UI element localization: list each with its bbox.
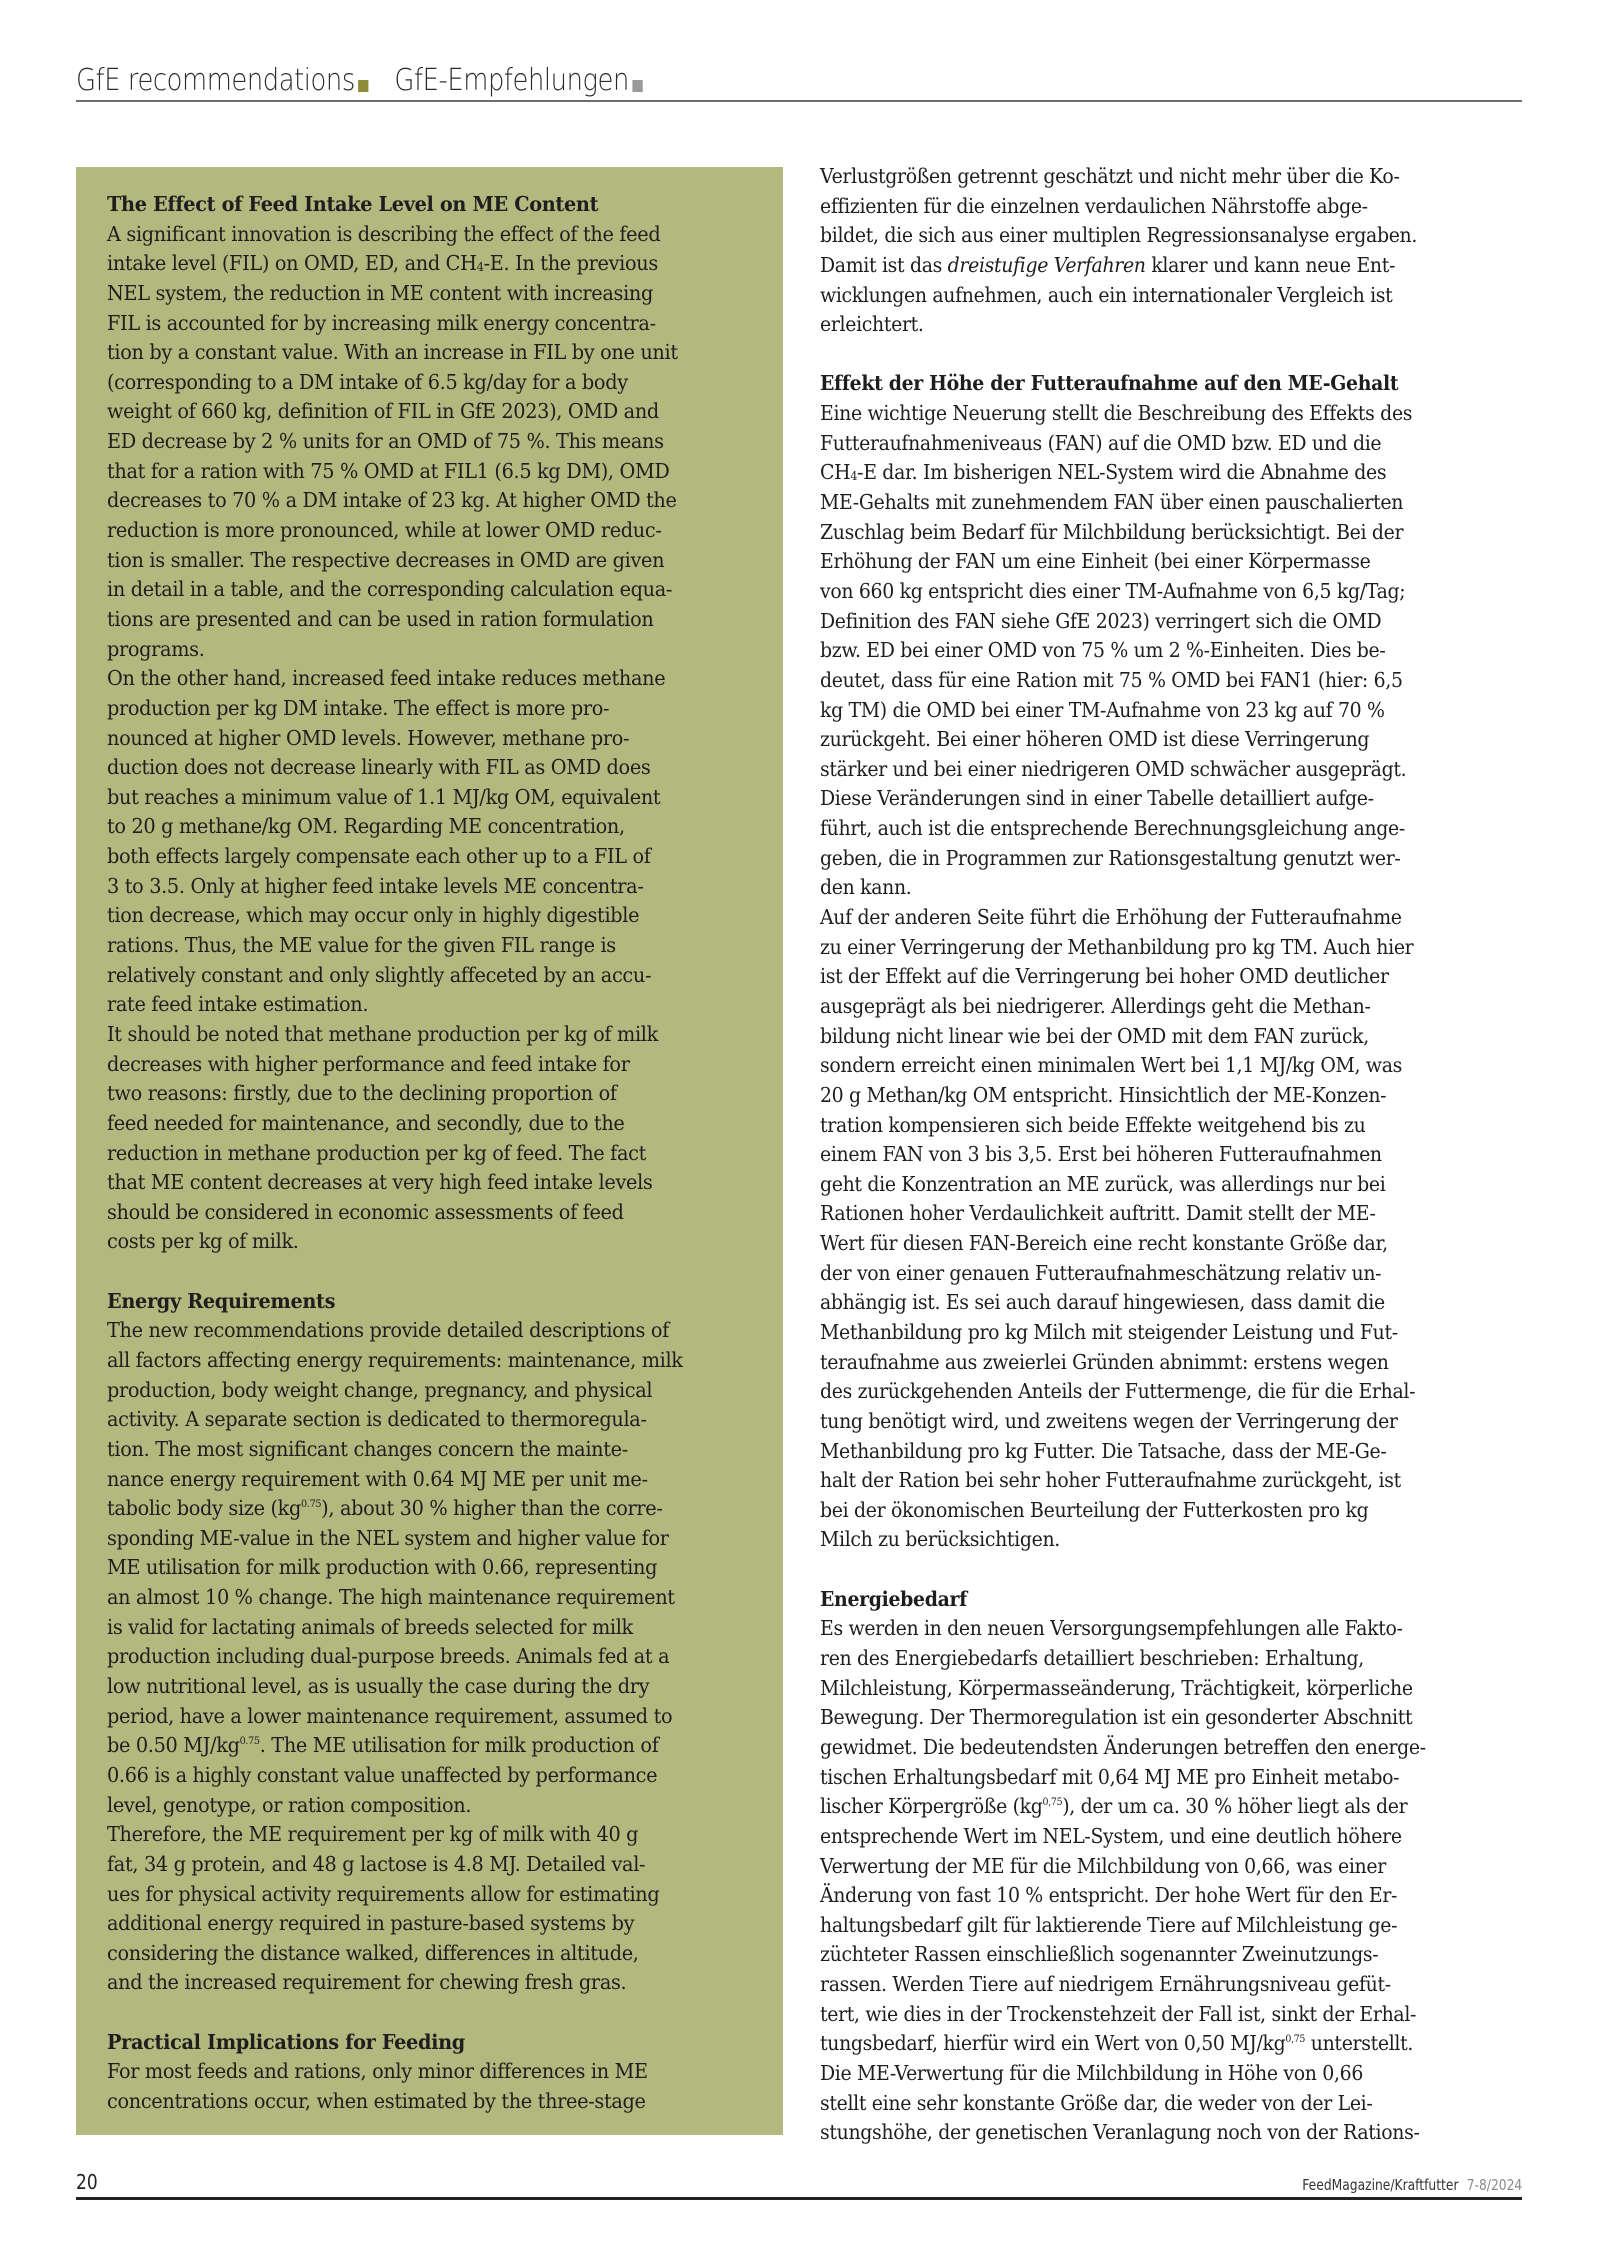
text-line: that ME content decreases at very high feed intake levels — [107, 1170, 653, 1195]
text-line: Damit ist das dreistufige Verfahren klarer und kann neue Ent- — [820, 252, 1396, 277]
paragraph-spacer — [820, 340, 1525, 370]
text-line: zu einer Verringerung der Methanbildung pro kg TM. Auch hier — [820, 934, 1414, 959]
text-line: rate feed intake estimation. — [107, 992, 369, 1017]
text-line: rations. Thus, the ME value for the given FIL range is — [107, 933, 616, 958]
text-line: tungsbedarf, hierfür wird ein Wert von 0,50 MJ/kg$^{0,75}$ unterstellt. — [820, 2031, 1414, 2056]
text-line: Methanbildung pro kg Milch mit steigender Leistung und Fut- — [820, 1319, 1398, 1344]
text-line: production per kg DM intake. The effect is more pro- — [107, 695, 610, 720]
text-line: decreases with higher performance and feed intake for — [107, 1051, 630, 1076]
text-line: A significant innovation is describing the effect of the feed — [107, 221, 661, 246]
text-line: duction does not decrease linearly with FIL as OMD does — [107, 755, 651, 780]
text-line: For most feeds and rations, only minor differences in ME — [107, 2059, 648, 2084]
text-line: Es werden in den neuen Versorgungsempfehlungen alle Fakto- — [820, 1616, 1403, 1641]
text-line: fat, 34 g protein, and 48 g lactose is 4.8 MJ. Detailed val- — [107, 1851, 646, 1876]
text-line: low nutritional level, as is usually the case during the dry — [107, 1674, 650, 1699]
text-line: period, have a lower maintenance requirement, assumed to — [107, 1703, 673, 1728]
text-line: Die ME-Verwertung für die Milchbildung in Höhe von 0,66 — [820, 2061, 1364, 2085]
text-line: Bewegung. Der Thermoregulation ist ein gesonderter Abschnitt — [820, 1705, 1413, 1730]
text-line: that for a ration with 75 % OMD at FIL1 (6.5 kg DM), OMD — [107, 458, 670, 483]
text-line: der von einer genauen Futteraufnahmeschätzung relativ un- — [820, 1260, 1382, 1285]
text-line: considering the distance walked, differences in altitude, — [107, 1940, 639, 1965]
text-line: $CH_4-E$ dar. Im bisherigen NEL-System wird die Abnahme des — [820, 460, 1387, 485]
text-line: ren des Energiebedarfs detailliert beschrieben: Erhaltung, — [820, 1646, 1364, 1671]
text-line: feed needed for maintenance, and secondly, due to the — [107, 1110, 625, 1135]
running-header-text — [76, 63, 646, 98]
text-line: tion by a constant value. With an increase in FIL by one unit — [107, 340, 678, 365]
header-title-de: GfE-Empfehlungen — [394, 63, 629, 98]
text-line: züchteter Rassen einschließlich sogenannter Zweinutzungs- — [820, 1942, 1379, 1967]
german-article-column — [820, 162, 1525, 2148]
text-line: decreases to 70 % a DM intake of 23 kg. At higher OMD the — [107, 488, 677, 513]
text-line: abhängig ist. Es sei auch darauf hingewiesen, dass damit die — [820, 1290, 1385, 1315]
text-line: but reaches a minimum value of 1.1 MJ/kg OM, equivalent — [107, 784, 661, 809]
page-number: 20 — [76, 2170, 98, 2194]
text-line: concentrations occur, when estimated by the three-stage — [107, 2089, 646, 2113]
text-line: is valid for lactating animals of breeds selected for milk — [107, 1614, 633, 1639]
text-line: Diese Veränderungen sind in einer Tabelle detailliert aufge- — [820, 786, 1374, 811]
text-line: FIL is accounted for by increasing milk energy concentra- — [107, 310, 656, 335]
text-line: ME utilisation for milk production with 0.66, representing — [107, 1555, 658, 1580]
text-line: It should be noted that methane production per kg of milk — [107, 1021, 658, 1046]
text-line: erleichtert. — [820, 312, 924, 337]
text-line: ED decrease by 2 % units for an OMD of 75 %. This means — [107, 429, 664, 454]
text-line: einem FAN von 3 bis 3,5. Erst bei höheren Futteraufnahmen — [820, 1142, 1382, 1167]
text-line: lischer Körpergröße (kg$^{0,75}$), der um ca. 30 % höher liegt als der — [820, 1794, 1408, 1819]
section-heading: Practical Implications for Feeding — [107, 2029, 465, 2054]
text-line: entsprechende Wert im NEL-System, und eine deutlich höhere — [820, 1823, 1402, 1848]
text-line: gewidmet. Die bedeutendsten Änderungen betreffen den energe- — [820, 1734, 1426, 1759]
header-marker-gray-square-icon — [632, 80, 642, 92]
paragraph-spacer — [820, 1555, 1525, 1585]
text-line: additional energy required in pasture-based systems by — [107, 1911, 635, 1936]
text-line: costs per kg of milk. — [107, 1229, 299, 1254]
text-line: Auf der anderen Seite führt die Erhöhung der Futteraufnahme — [820, 905, 1402, 930]
header-marker-green-square-icon — [358, 80, 368, 92]
text-line: Methanbildung pro kg Futter. Die Tatsache, dass der ME-Ge- — [820, 1438, 1387, 1463]
text-line: tert, wie dies in der Trockenstehzeit der Fall ist, sinkt der Erhal- — [820, 2001, 1417, 2026]
text-line: bei der ökonomischen Beurteilung der Futterkosten pro kg — [820, 1497, 1369, 1522]
text-line: deutet, dass für eine Ration mit 75 % OMD bei FAN1 (hier: 6,5 — [820, 667, 1403, 692]
text-line: be 0.50 $MJ/kg^{0.75}$. The ME utilisation for milk production of — [107, 1733, 659, 1758]
text-line: Änderung von fast 10 % entspricht. Der hohe Wert für den Er- — [820, 1883, 1398, 1908]
section-heading: The Effect of Feed Intake Level on ME Content — [107, 192, 599, 216]
text-line: NEL system, the reduction in ME content with increasing — [107, 280, 654, 305]
text-line: reduction in methane production per kg of feed. The fact — [107, 1140, 646, 1165]
text-line: Wert für diesen FAN-Bereich eine recht konstante Größe dar, — [820, 1231, 1388, 1256]
text-line: Verwertung der ME für die Milchbildung von 0,66, was einer — [820, 1853, 1386, 1878]
text-line: nance energy requirement with 0.64 MJ ME per unit me- — [107, 1466, 648, 1491]
english-summary-column — [107, 190, 763, 2117]
text-line: weight of 660 kg, definition of FIL in GfE 2023), OMD and — [107, 399, 659, 424]
text-line: Zuschlag beim Bedarf für Milchbildung berücksichtigt. Bei der — [820, 519, 1404, 544]
text-line: bildet, die sich aus einer multiplen Regressionsanalyse ergaben. — [820, 223, 1418, 248]
text-line: tion decrease, which may occur only in highly digestible — [107, 903, 640, 928]
text-line: tischen Erhaltungsbedarf mit 0,64 MJ ME pro Einheit metabo- — [820, 1764, 1400, 1789]
text-line: tion. The most significant changes concern the mainte- — [107, 1436, 628, 1461]
text-line: sondern erreicht einen minimalen Wert bei 1,1 MJ/kg OM, was — [820, 1053, 1403, 1078]
text-line: to 20 g methane/kg OM. Regarding ME concentration, — [107, 814, 625, 839]
text-line: tration kompensieren sich beide Effekte weitgehend bis zu — [820, 1112, 1366, 1137]
text-line: Milchleistung, Körpermasseänderung, Trächtigkeit, körperliche — [820, 1675, 1413, 1700]
text-line: intake level (FIL) on OMD, ED, and $CH_4-E$. In the previous — [107, 251, 658, 276]
publication-name: FeedMagazine/Kraftfutter — [1302, 2176, 1459, 2194]
text-line: des zurückgehenden Anteils der Futtermenge, die für die Erhal- — [820, 1379, 1416, 1404]
text-line: The new recommendations provide detailed descriptions of — [107, 1318, 669, 1343]
text-line: zurückgeht. Bei einer höheren OMD ist diese Verringerung — [820, 727, 1370, 752]
text-line: in detail in a table, and the corresponding calculation equa- — [107, 577, 673, 602]
text-line: all factors affecting energy requirements: maintenance, milk — [107, 1347, 683, 1372]
text-line: nounced at higher OMD levels. However, methane pro- — [107, 725, 630, 750]
text-line: Futteraufnahmeniveaus (FAN) auf die OMD bzw. ED und die — [820, 430, 1382, 455]
text-line: führt, auch ist die entsprechende Berechnungsgleichung ange- — [820, 816, 1405, 841]
text-line: tion is smaller. The respective decreases in OMD are given — [107, 547, 665, 572]
text-line: and the increased requirement for chewing fresh gras. — [107, 1970, 627, 1995]
text-line: Verlustgrößen getrennt geschätzt und nicht mehr über die Ko- — [820, 164, 1400, 188]
text-line: geht die Konzentration an ME zurück, was allerdings nur bei — [820, 1171, 1386, 1196]
text-line: tions are presented and can be used in ration formulation — [107, 606, 654, 631]
text-line: geben, die in Programmen zur Rationsgestaltung genutzt wer- — [820, 845, 1401, 870]
text-line: ausgeprägt als bei niedrigerer. Allerdings geht die Methan- — [820, 993, 1371, 1018]
text-line: Milch zu berücksichtigen. — [820, 1527, 1060, 1552]
text-line: bzw. ED bei einer OMD von 75 % um 2 %-Einheiten. Dies be- — [820, 638, 1386, 663]
section-heading: Effekt der Höhe der Futteraufnahme auf den ME-Gehalt — [820, 371, 1399, 396]
text-line: haltungsbedarf gilt für laktierende Tiere auf Milchleistung ge- — [820, 1912, 1398, 1937]
text-line: von 660 kg entspricht dies einer TM-Aufnahme von 6,5 kg/Tag; — [820, 578, 1406, 603]
text-line: den kann. — [820, 875, 912, 900]
issue-date: 7-8/2024 — [1466, 2176, 1522, 2194]
text-line: 20 g Methan/kg OM entspricht. Hinsichtlich der ME-Konzen- — [820, 1082, 1387, 1107]
text-line: Therefore, the ME requirement per kg of milk with 40 g — [107, 1822, 639, 1847]
text-line: stungshöhe, der genetischen Veranlagung noch von der Rations- — [820, 2120, 1420, 2145]
text-line: Erhöhung der FAN um eine Einheit (bei einer Körpermasse — [820, 549, 1371, 574]
text-line: 0.66 is a highly constant value unaffected by performance — [107, 1762, 658, 1787]
text-line: rassen. Werden Tiere auf niedrigem Ernährungsniveau gefüt- — [820, 1972, 1391, 1997]
text-line: Rationen hoher Verdaulichkeit auftritt. Damit stellt der ME- — [820, 1201, 1376, 1226]
text-line: (corresponding to a DM intake of 6.5 kg/day for a body — [107, 369, 628, 394]
text-line: tung benötigt wird, und zweitens wegen der Verringerung der — [820, 1408, 1398, 1433]
text-line: should be considered in economic assessments of feed — [107, 1199, 624, 1224]
text-line: reduction is more pronounced, while at lower OMD reduc- — [107, 518, 662, 543]
text-line: kg TM) die OMD bei einer TM-Aufnahme von 23 kg auf 70 % — [820, 697, 1385, 722]
text-line: both effects largely compensate each other up to a FIL of — [107, 844, 651, 869]
section-heading: Energiebedarf — [820, 1586, 967, 1611]
page-footer — [76, 2165, 1522, 2200]
text-line: production including dual-purpose breeds. Animals fed at a — [107, 1644, 670, 1669]
paragraph-spacer — [107, 1257, 763, 1287]
text-line: halt der Ration bei sehr hoher Futteraufnahme zurückgeht, ist — [820, 1468, 1401, 1493]
text-line: level, genotype, or ration composition. — [107, 1792, 472, 1817]
text-line: stärker und bei einer niedrigeren OMD schwächer ausgeprägt. — [820, 756, 1407, 781]
text-line: On the other hand, increased feed intake reduces methane — [107, 666, 666, 691]
text-line: an almost 10 % change. The high maintenance requirement — [107, 1585, 675, 1610]
text-line: two reasons: firstly, due to the declining proportion of — [107, 1081, 617, 1106]
paragraph-spacer — [107, 1998, 763, 2028]
text-line: wicklungen aufnehmen, auch ein internationaler Vergleich ist — [820, 282, 1393, 307]
text-line: tabolic body size $(kg^{0.75})$, about 30 % higher than the corre- — [107, 1496, 663, 1521]
text-line: bildung nicht linear wie bei der OMD mit dem FAN zurück, — [820, 1023, 1369, 1048]
text-line: effizienten für die einzelnen verdaulichen Nährstoffe abge- — [820, 193, 1368, 218]
text-line: ist der Effekt auf die Verringerung bei hoher OMD deutlicher — [820, 964, 1389, 989]
text-line: relatively constant and only slightly affeceted by an accu- — [107, 962, 652, 987]
section-heading: Energy Requirements — [107, 1288, 336, 1313]
text-line: 3 to 3.5. Only at higher feed intake levels ME concentra- — [107, 873, 644, 898]
text-line: programs. — [107, 636, 205, 661]
text-line: teraufnahme aus zweierlei Gründen abnimmt: erstens wegen — [820, 1349, 1389, 1374]
text-line: stellt eine sehr konstante Größe dar, die weder von der Lei- — [820, 2090, 1373, 2115]
publication-info — [1302, 2176, 1522, 2194]
text-line: sponding ME-value in the NEL system and higher value for — [107, 1525, 669, 1550]
text-line: Definition des FAN siehe GfE 2023) verringert sich die OMD — [820, 608, 1382, 633]
header-title-en: GfE recommendations — [76, 63, 355, 98]
running-header — [76, 52, 1522, 102]
text-line: ues for physical activity requirements allow for estimating — [107, 1881, 660, 1906]
text-line: activity. A separate section is dedicated to thermoregula- — [107, 1407, 647, 1432]
text-line: production, body weight change, pregnancy, and physical — [107, 1377, 653, 1402]
text-line: Eine wichtige Neuerung stellt die Beschreibung des Effekts des — [820, 401, 1413, 426]
text-line: ME-Gehalts mit zunehmendem FAN über einen pauschalierten — [820, 490, 1404, 515]
